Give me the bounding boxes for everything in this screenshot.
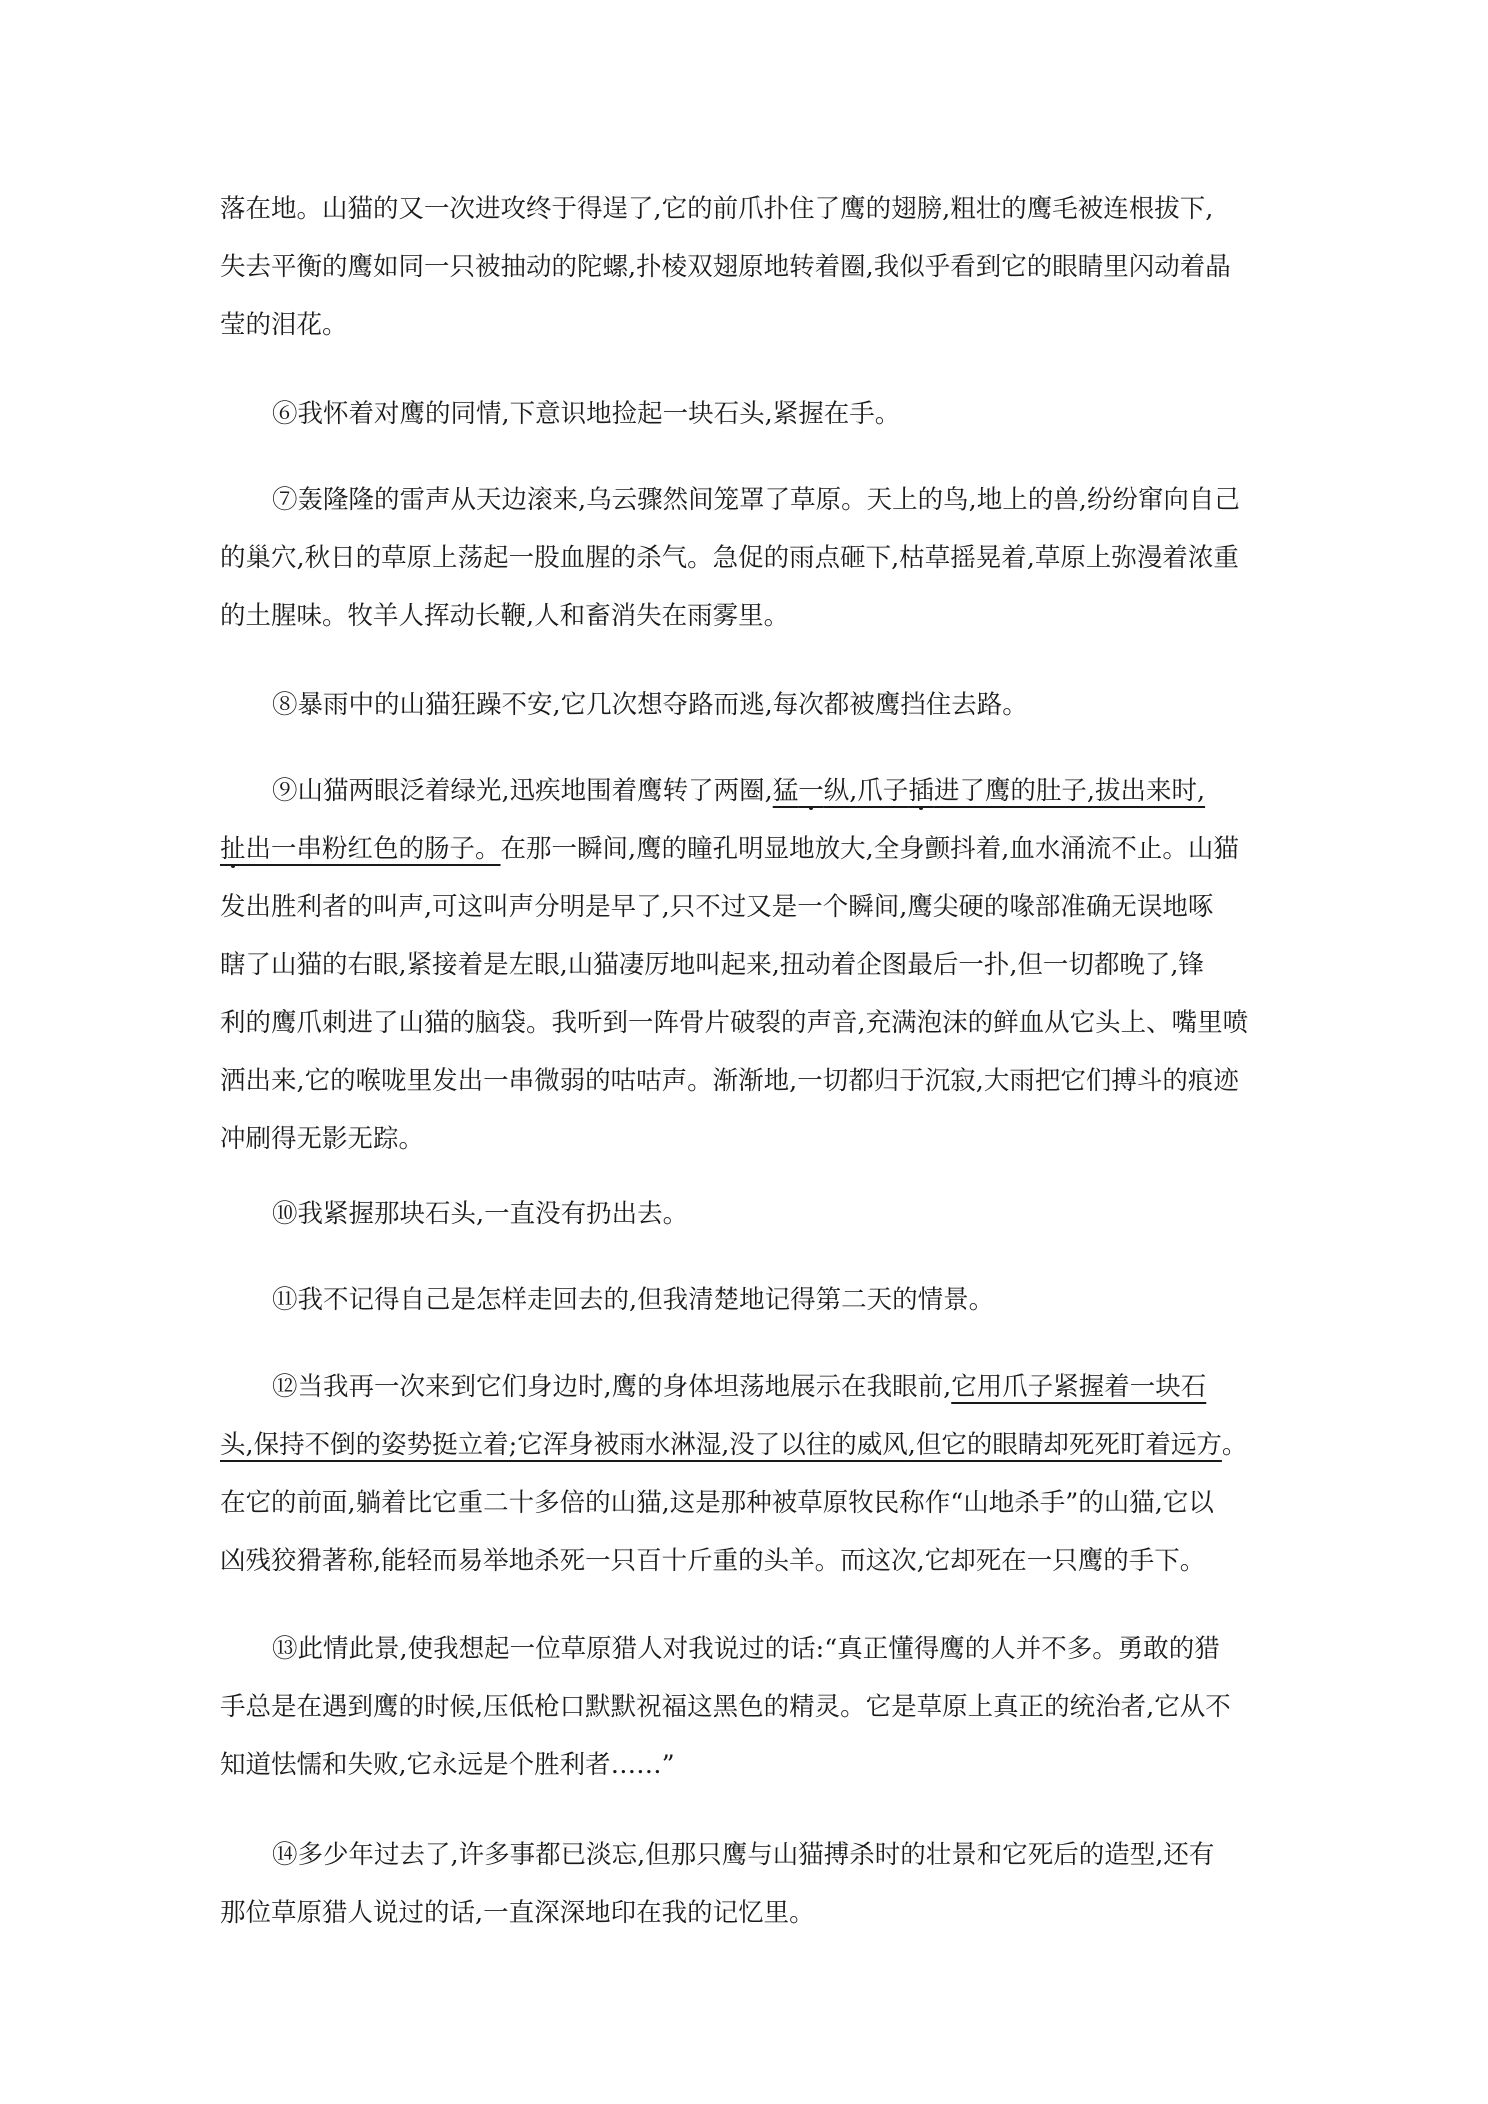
text-line: 利的鹰爪刺进了山猫的脑袋。我听到一阵骨片破裂的声音,充满泡沫的鲜血从它头上、嘴里喷 — [220, 1008, 1249, 1038]
text-line: ⑩我紧握那块石头,一直没有扔出去。 — [272, 1199, 689, 1229]
text-line: 那位草原猎人说过的话,一直深深地印在我的记忆里。 — [220, 1898, 815, 1928]
text-span: 在那一瞬间,鹰的瞳孔明显地放大,全身颤抖着,血水涌流不止。山猫 — [500, 834, 1239, 864]
paragraph-9 — [220, 762, 1272, 1168]
text-line: 莹的泪花。 — [220, 310, 348, 340]
text-span: 进了鹰的肚子,拔出来时, — [933, 776, 1206, 806]
text-line — [220, 820, 1272, 878]
text-span: 猛 — [772, 776, 799, 806]
underlined-text: 它用爪子紧握着一块石 — [951, 1372, 1207, 1402]
text-line: 发出胜利者的叫声,可这叫声分明是早了,只不过又是一个瞬间,鹰尖硬的喙部准确无误地啄 — [220, 892, 1214, 922]
paragraph-12 — [220, 1358, 1272, 1590]
text-span: 。 — [1221, 1430, 1248, 1460]
text-line — [220, 1416, 1272, 1474]
text-span: ⑨山猫两眼泛着绿光,迅疾地围着鹰转了两圈, — [272, 776, 773, 806]
text-span: 纵,爪子 — [823, 776, 909, 806]
text-line — [220, 762, 1272, 820]
underlined-text — [220, 834, 501, 864]
paragraph-11 — [220, 1271, 1272, 1329]
paragraph-13 — [220, 1620, 1272, 1794]
text-line: 冲刷得无影无踪。 — [220, 1124, 425, 1154]
text-line: 凶残狡猾著称,能轻而易举地杀死一只百十斤重的头羊。而这次,它却死在一只鹰的手下。 — [220, 1546, 1206, 1576]
emphasis-dot-char: 扯 — [220, 834, 246, 864]
emphasis-dot-char: 插 — [908, 776, 934, 806]
paragraph-5-continued — [220, 180, 1272, 354]
text-span: 出一串粉红色的肠子。 — [245, 834, 501, 864]
underlined-text: 头,保持不倒的姿势挺立着;它浑身被雨水淋湿,没了以往的威风,但它的眼睛却死死盯着远方 — [220, 1430, 1222, 1460]
emphasis-dot-char: 一 — [798, 776, 824, 806]
text-line — [220, 1358, 1272, 1416]
text-line: 失去平衡的鹰如同一只被抽动的陀螺,扑棱双翅原地转着圈,我似乎看到它的眼睛里闪动着晶 — [220, 252, 1231, 282]
text-line: ⑥我怀着对鹰的同情,下意识地捡起一块石头,紧握在手。 — [272, 399, 901, 429]
text-line: 落在地。山猫的又一次进攻终于得逞了,它的前爪扑住了鹰的翅膀,粗壮的鹰毛被连根拔下, — [220, 194, 1214, 224]
text-line: ⑬此情此景,使我想起一位草原猎人对我说过的话:“真正懂得鹰的人并不多。勇敢的猎 — [272, 1634, 1220, 1664]
text-line: ⑭多少年过去了,许多事都已淡忘,但那只鹰与山猫搏杀时的壮景和它死后的造型,还有 — [272, 1840, 1215, 1870]
paragraph-7 — [220, 471, 1272, 645]
text-line: 的土腥味。牧羊人挥动长鞭,人和畜消失在雨雾里。 — [220, 601, 790, 631]
text-line: 在它的前面,躺着比它重二十多倍的山猫,这是那种被草原牧民称作“山地杀手”的山猫,它以 — [220, 1488, 1214, 1518]
text-line: ⑪我不记得自己是怎样走回去的,但我清楚地记得第二天的情景。 — [272, 1285, 995, 1315]
text-line: ⑧暴雨中的山猫狂躁不安,它几次想夺路而逃,每次都被鹰挡住去路。 — [272, 690, 1028, 720]
text-line: 的巢穴,秋日的草原上荡起一股血腥的杀气。急促的雨点砸下,枯草摇晃着,草原上弥漫着浓重 — [220, 543, 1239, 573]
underlined-text — [773, 776, 1205, 806]
text-line: 瞎了山猫的右眼,紧接着是左眼,山猫凄厉地叫起来,扭动着企图最后一扑,但一切都晚了,锋 — [220, 950, 1205, 980]
paragraph-6 — [220, 385, 1272, 443]
text-line: 手总是在遇到鹰的时候,压低枪口默默祝福这黑色的精灵。它是草原上真正的统治者,它从不 — [220, 1692, 1231, 1722]
paragraph-14 — [220, 1826, 1272, 1942]
text-line: 洒出来,它的喉咙里发出一串微弱的咕咕声。渐渐地,一切都归于沉寂,大雨把它们搏斗的痕迹 — [220, 1066, 1239, 1096]
paragraph-8 — [220, 676, 1272, 734]
text-span: ⑫当我再一次来到它们身边时,鹰的身体坦荡地展示在我眼前, — [272, 1372, 952, 1402]
text-line: 知道怯懦和失败,它永远是个胜利者……” — [220, 1750, 675, 1780]
paragraph-10 — [220, 1185, 1272, 1243]
text-line: ⑦轰隆隆的雷声从天边滚来,乌云骤然间笼罩了草原。天上的鸟,地上的兽,纷纷窜向自己 — [272, 485, 1240, 515]
